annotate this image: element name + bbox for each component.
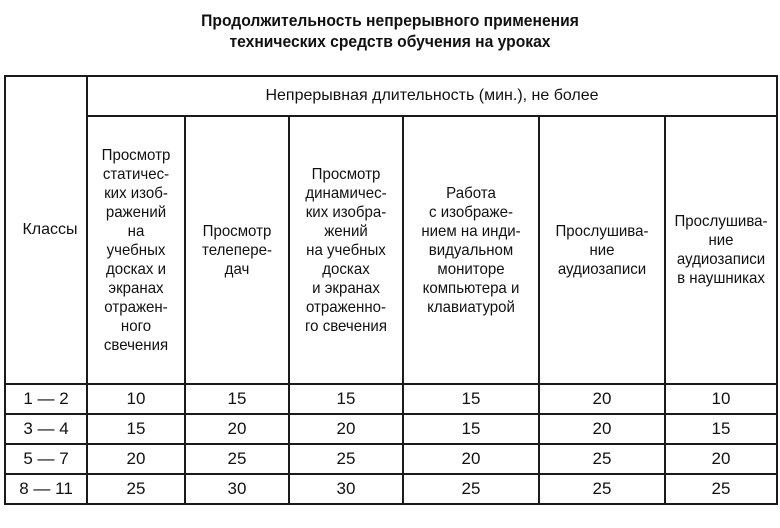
duration-group-header: Непрерывная длительность (мин.), не более [87, 76, 777, 116]
column-header-headphones [665, 116, 777, 384]
value-cell: 15 [87, 414, 185, 444]
column-header-audio [539, 116, 665, 384]
table-row [5, 444, 777, 474]
class-range-cell: 3 — 4 [5, 414, 87, 444]
column-header-label: Прослушива- ние аудиозаписи [555, 222, 649, 278]
value-cell: 20 [87, 444, 185, 474]
column-header-label: Прослушива- ние аудиозаписи в наушниках [674, 213, 768, 287]
value-cell: 10 [665, 384, 777, 414]
table-row [5, 414, 777, 444]
class-range-cell: 1 — 2 [5, 384, 87, 414]
title-line-1: Продолжительность непрерывного применения [201, 11, 579, 30]
value-cell: 20 [185, 414, 289, 444]
value-cell: 20 [289, 414, 403, 444]
class-range-cell: 8 — 11 [5, 474, 87, 504]
value-cell: 20 [539, 384, 665, 414]
value-cell: 10 [87, 384, 185, 414]
value-cell: 25 [539, 444, 665, 474]
column-header-label: Просмотр телепере- дач [202, 222, 272, 278]
value-cell: 25 [289, 444, 403, 474]
value-cell: 30 [289, 474, 403, 504]
column-header-label: Работа с изображе- нием на инди- видуальном мониторе компьютера и клавиатурой [421, 184, 521, 316]
value-cell: 20 [539, 414, 665, 444]
value-cell: 25 [539, 474, 665, 504]
column-header-static-images [87, 116, 185, 384]
value-cell: 25 [87, 474, 185, 504]
value-cell: 25 [665, 474, 777, 504]
column-header-label: Просмотр статичес- ких изоб- ражений на учебных досках и экранах отражен- ного свечения [101, 146, 171, 354]
value-cell: 15 [185, 384, 289, 414]
column-header-computer-work [403, 116, 539, 384]
class-range-cell: 5 — 7 [5, 444, 87, 474]
column-header-label: Просмотр динамичес- ких изобра- жений на учебных досках и экранах отраженно- го свечения [305, 165, 387, 335]
duration-table [4, 75, 778, 505]
value-cell: 20 [403, 444, 539, 474]
classes-header: Классы [5, 76, 87, 384]
title-line-2: технических средств обучения на уроках [229, 32, 551, 51]
column-header-tv [185, 116, 289, 384]
value-cell: 15 [403, 414, 539, 444]
value-cell: 15 [403, 384, 539, 414]
value-cell: 15 [665, 414, 777, 444]
value-cell: 25 [185, 444, 289, 474]
table-row [5, 384, 777, 414]
value-cell: 30 [185, 474, 289, 504]
value-cell: 15 [289, 384, 403, 414]
value-cell: 25 [403, 474, 539, 504]
value-cell: 20 [665, 444, 777, 474]
column-header-dynamic-images [289, 116, 403, 384]
page-title [31, 10, 749, 52]
table-row [5, 474, 777, 504]
